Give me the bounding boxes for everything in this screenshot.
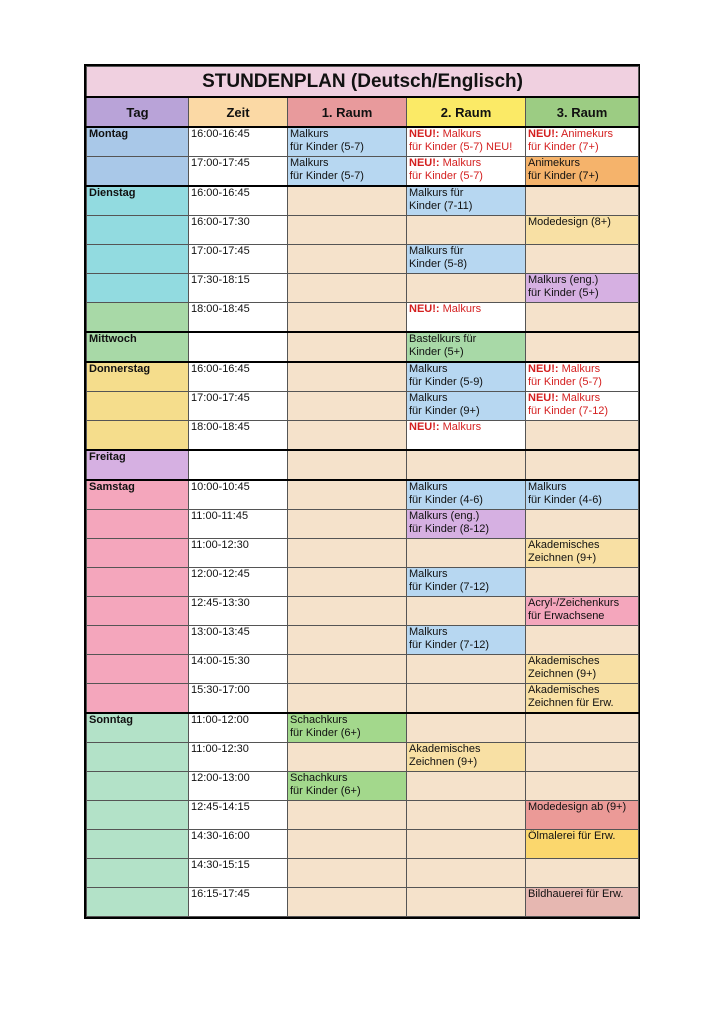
room-3-cell (526, 480, 639, 510)
room-1-cell (288, 186, 407, 216)
course-text (528, 287, 636, 300)
course-label: Modedesign ab (9+) (528, 801, 627, 813)
new-badge: NEU!: (528, 363, 559, 375)
course-label: für Kinder (5-7) (290, 170, 364, 182)
course-label: Malkurs (442, 157, 482, 169)
table-row (87, 626, 639, 655)
room-1-cell (288, 157, 407, 187)
course-text (409, 376, 523, 389)
time-cell: 16:15-17:45 (189, 888, 288, 917)
course-label: Malkurs (409, 481, 448, 493)
room-2-cell (407, 888, 526, 917)
room-1-cell (288, 859, 407, 888)
table-row (87, 274, 639, 303)
time-cell: 11:00-12:30 (189, 539, 288, 568)
course-text (290, 157, 404, 170)
room-3-cell (526, 127, 639, 157)
room-1-cell (288, 655, 407, 684)
room-1-cell (288, 510, 407, 539)
table-row (87, 684, 639, 714)
day-cell (87, 743, 189, 772)
day-cell (87, 510, 189, 539)
course-text (290, 714, 404, 727)
room-3-cell (526, 245, 639, 274)
time-cell (189, 332, 288, 362)
course-label: für Kinder (7+) (528, 170, 599, 182)
column-header-tag: Tag (87, 97, 189, 127)
day-label: Montag (87, 127, 189, 157)
course-text (409, 743, 523, 756)
room-3-cell (526, 772, 639, 801)
timetable (86, 66, 639, 917)
course-label: Malkurs (442, 128, 482, 140)
time-cell: 12:45-14:15 (189, 801, 288, 830)
day-cell (87, 303, 189, 333)
day-label: Dienstag (87, 186, 189, 216)
course-label: Malkurs (409, 392, 448, 404)
day-cell (87, 655, 189, 684)
day-cell (87, 421, 189, 451)
table-row (87, 421, 639, 451)
table-row (87, 332, 639, 362)
course-label: für Kinder (5-7) (409, 170, 483, 182)
table-row (87, 830, 639, 859)
course-label: Animekurs (528, 157, 580, 169)
room-3-cell (526, 888, 639, 917)
room-1-cell (288, 888, 407, 917)
room-2-cell (407, 743, 526, 772)
room-1-cell (288, 245, 407, 274)
course-text (409, 392, 523, 405)
course-text (528, 376, 636, 389)
course-label: für Kinder (7+) (528, 141, 599, 153)
day-label: Mittwoch (87, 332, 189, 362)
course-text (409, 481, 523, 494)
course-text (528, 157, 636, 170)
course-text (528, 801, 636, 814)
course-text (409, 258, 523, 271)
table-row (87, 655, 639, 684)
course-label: Zeichnen (9+) (528, 668, 597, 680)
course-text (409, 626, 523, 639)
course-label: für Kinder (6+) (290, 785, 361, 797)
room-3-cell (526, 392, 639, 421)
course-label: für Kinder (5-7) (528, 376, 602, 388)
course-text (409, 170, 523, 183)
course-text (528, 610, 636, 623)
room-3-cell (526, 157, 639, 187)
room-3-cell (526, 332, 639, 362)
course-text (409, 128, 523, 141)
course-text (409, 157, 523, 170)
day-cell (87, 859, 189, 888)
course-label: Modedesign (8+) (528, 216, 611, 228)
course-text (409, 639, 523, 652)
room-1-cell (288, 713, 407, 743)
room-3-cell (526, 655, 639, 684)
room-1-cell (288, 830, 407, 859)
course-text (409, 363, 523, 376)
new-badge: NEU!: (409, 421, 440, 433)
room-2-cell (407, 684, 526, 714)
course-text (528, 392, 636, 405)
time-cell: 18:00-18:45 (189, 303, 288, 333)
course-label: Malkurs (442, 303, 482, 315)
course-text (528, 128, 636, 141)
course-label: Zeichnen (9+) (528, 552, 597, 564)
course-text (528, 170, 636, 183)
room-3-cell (526, 568, 639, 597)
day-cell (87, 392, 189, 421)
course-text (409, 200, 523, 213)
course-label: Animekurs (561, 128, 613, 140)
course-label: Malkurs (561, 392, 601, 404)
room-3-cell (526, 510, 639, 539)
room-2-cell (407, 245, 526, 274)
course-label: für Kinder (4-6) (528, 494, 602, 506)
course-label: für Kinder (5-9) (409, 376, 483, 388)
room-1-cell (288, 772, 407, 801)
course-text (409, 141, 523, 154)
course-label: für Kinder (7-12) (528, 405, 609, 417)
room-3-cell (526, 597, 639, 626)
course-label: für Kinder (5-7) (290, 141, 364, 153)
course-text (528, 655, 636, 668)
time-cell: 17:00-17:45 (189, 392, 288, 421)
room-1-cell (288, 421, 407, 451)
table-row (87, 539, 639, 568)
course-text (409, 568, 523, 581)
time-cell: 11:00-12:30 (189, 743, 288, 772)
day-cell (87, 245, 189, 274)
table-row (87, 801, 639, 830)
room-2-cell (407, 480, 526, 510)
new-badge: NEU!: (409, 303, 440, 315)
course-label: Bastelkurs für (409, 333, 477, 345)
course-text (528, 216, 636, 229)
room-2-cell (407, 274, 526, 303)
course-text (409, 187, 523, 200)
room-2-cell (407, 655, 526, 684)
room-2-cell (407, 568, 526, 597)
room-2-cell (407, 303, 526, 333)
course-label: Malkurs für (409, 187, 464, 199)
course-text (528, 363, 636, 376)
day-cell (87, 626, 189, 655)
table-row (87, 597, 639, 626)
time-cell: 17:00-17:45 (189, 245, 288, 274)
new-badge: NEU!: (528, 128, 559, 140)
column-header-raum-1: 1. Raum (288, 97, 407, 127)
day-label: Samstag (87, 480, 189, 510)
course-text (528, 684, 636, 697)
room-1-cell (288, 539, 407, 568)
course-text (409, 421, 523, 434)
room-1-cell (288, 568, 407, 597)
course-label: für Kinder (4-6) (409, 494, 483, 506)
time-cell: 12:00-12:45 (189, 568, 288, 597)
time-cell: 14:30-15:15 (189, 859, 288, 888)
course-text (290, 785, 404, 798)
day-label: Sonntag (87, 713, 189, 743)
room-2-cell (407, 216, 526, 245)
course-label: Malkurs (442, 421, 482, 433)
room-1-cell (288, 362, 407, 392)
room-2-cell (407, 597, 526, 626)
room-3-cell (526, 684, 639, 714)
course-text (528, 141, 636, 154)
room-1-cell (288, 392, 407, 421)
day-cell (87, 157, 189, 187)
course-text (290, 727, 404, 740)
course-text (528, 697, 636, 710)
course-label: Malkurs (290, 128, 329, 140)
course-label: Malkurs (409, 363, 448, 375)
room-3-cell (526, 303, 639, 333)
course-text (290, 128, 404, 141)
time-cell: 12:00-13:00 (189, 772, 288, 801)
course-label: für Kinder (5+) (528, 287, 599, 299)
room-3-cell (526, 830, 639, 859)
course-label: Malkurs (409, 568, 448, 580)
course-label: für Kinder (8-12) (409, 523, 490, 535)
table-row (87, 713, 639, 743)
room-2-cell (407, 127, 526, 157)
course-text (528, 494, 636, 507)
course-label: Acryl-/Zeichenkurs (528, 597, 620, 609)
course-text (528, 552, 636, 565)
time-cell: 11:00-11:45 (189, 510, 288, 539)
room-2-cell (407, 362, 526, 392)
course-label: Schachkurs (290, 772, 348, 784)
course-label: Malkurs (409, 626, 448, 638)
room-2-cell (407, 450, 526, 480)
course-text (528, 481, 636, 494)
course-text (409, 346, 523, 359)
day-cell (87, 216, 189, 245)
time-cell: 13:00-13:45 (189, 626, 288, 655)
course-text (528, 888, 636, 901)
room-2-cell (407, 539, 526, 568)
course-label: für Kinder (7-12) (409, 581, 490, 593)
room-3-cell (526, 801, 639, 830)
table-row (87, 303, 639, 333)
table-row (87, 157, 639, 187)
table-row (87, 568, 639, 597)
course-text (528, 274, 636, 287)
course-label: Malkurs (528, 481, 567, 493)
course-text (290, 772, 404, 785)
day-cell (87, 597, 189, 626)
room-3-cell (526, 186, 639, 216)
course-label: Malkurs (eng.) (528, 274, 599, 286)
course-label: für Kinder (7-12) (409, 639, 490, 651)
course-label: Akademisches (409, 743, 481, 755)
day-label: Donnerstag (87, 362, 189, 392)
room-3-cell (526, 743, 639, 772)
room-3-cell (526, 274, 639, 303)
course-label: für Kinder (6+) (290, 727, 361, 739)
page-title: STUNDENPLAN (Deutsch/Englisch) (87, 67, 639, 98)
time-cell: 17:30-18:15 (189, 274, 288, 303)
course-text (409, 581, 523, 594)
room-3-cell (526, 216, 639, 245)
room-2-cell (407, 859, 526, 888)
header-row (87, 97, 639, 127)
room-1-cell (288, 216, 407, 245)
room-2-cell (407, 626, 526, 655)
course-text (409, 510, 523, 523)
course-text (290, 170, 404, 183)
column-header-raum-3: 3. Raum (526, 97, 639, 127)
room-3-cell (526, 713, 639, 743)
room-1-cell (288, 480, 407, 510)
timetable-sheet (84, 64, 640, 919)
room-2-cell (407, 421, 526, 451)
table-row (87, 510, 639, 539)
room-1-cell (288, 332, 407, 362)
day-cell (87, 274, 189, 303)
course-text (409, 405, 523, 418)
room-3-cell (526, 362, 639, 392)
new-badge: NEU!: (409, 157, 440, 169)
course-label: für Kinder (5-7) NEU! (409, 141, 513, 153)
time-cell: 17:00-17:45 (189, 157, 288, 187)
table-row (87, 859, 639, 888)
time-cell: 16:00-16:45 (189, 186, 288, 216)
room-1-cell (288, 450, 407, 480)
course-text (528, 830, 636, 843)
time-cell: 12:45-13:30 (189, 597, 288, 626)
course-text (528, 539, 636, 552)
time-cell: 14:30-16:00 (189, 830, 288, 859)
new-badge: NEU!: (409, 128, 440, 140)
day-label: Freitag (87, 450, 189, 480)
timetable-body (87, 127, 639, 917)
course-label: Ölmalerei für Erw. (528, 830, 616, 842)
course-text (409, 333, 523, 346)
table-row (87, 216, 639, 245)
course-label: für Kinder (9+) (409, 405, 480, 417)
course-label: für Erwachsene (528, 610, 605, 622)
room-2-cell (407, 801, 526, 830)
time-cell: 18:00-18:45 (189, 421, 288, 451)
day-cell (87, 772, 189, 801)
room-2-cell (407, 772, 526, 801)
course-label: Schachkurs (290, 714, 348, 726)
day-cell (87, 888, 189, 917)
course-label: Zeichnen (9+) (409, 756, 478, 768)
room-1-cell (288, 303, 407, 333)
time-cell: 10:00-10:45 (189, 480, 288, 510)
course-text (528, 405, 636, 418)
course-label: Malkurs für (409, 245, 464, 257)
room-2-cell (407, 392, 526, 421)
room-3-cell (526, 450, 639, 480)
table-row (87, 743, 639, 772)
course-text (409, 245, 523, 258)
course-label: Kinder (7-11) (409, 200, 473, 212)
table-row (87, 186, 639, 216)
room-3-cell (526, 539, 639, 568)
room-1-cell (288, 626, 407, 655)
course-label: Zeichnen für Erw. (528, 697, 614, 709)
course-label: Akademisches (528, 684, 600, 696)
time-cell: 11:00-12:00 (189, 713, 288, 743)
room-3-cell (526, 626, 639, 655)
course-label: Akademisches (528, 539, 600, 551)
day-cell (87, 684, 189, 714)
course-text (409, 303, 523, 316)
new-badge: NEU!: (528, 392, 559, 404)
room-2-cell (407, 186, 526, 216)
room-2-cell (407, 332, 526, 362)
room-2-cell (407, 713, 526, 743)
table-row (87, 127, 639, 157)
day-cell (87, 568, 189, 597)
table-row (87, 480, 639, 510)
day-cell (87, 539, 189, 568)
room-1-cell (288, 127, 407, 157)
course-label: Malkurs (eng.) (409, 510, 480, 522)
table-row (87, 362, 639, 392)
course-text (409, 523, 523, 536)
table-row (87, 245, 639, 274)
time-cell: 14:00-15:30 (189, 655, 288, 684)
course-label: Malkurs (561, 363, 601, 375)
room-1-cell (288, 684, 407, 714)
room-1-cell (288, 274, 407, 303)
column-header-zeit: Zeit (189, 97, 288, 127)
time-cell: 16:00-16:45 (189, 127, 288, 157)
room-2-cell (407, 830, 526, 859)
time-cell (189, 450, 288, 480)
room-1-cell (288, 801, 407, 830)
room-1-cell (288, 597, 407, 626)
day-cell (87, 830, 189, 859)
time-cell: 16:00-16:45 (189, 362, 288, 392)
time-cell: 15:30-17:00 (189, 684, 288, 714)
room-3-cell (526, 421, 639, 451)
table-row (87, 772, 639, 801)
course-label: Bildhauerei für Erw. (528, 888, 624, 900)
course-label: Akademisches (528, 655, 600, 667)
column-header-raum-2: 2. Raum (407, 97, 526, 127)
room-1-cell (288, 743, 407, 772)
course-text (290, 141, 404, 154)
table-row (87, 392, 639, 421)
course-text (528, 668, 636, 681)
table-row (87, 888, 639, 917)
course-text (528, 597, 636, 610)
time-cell: 16:00-17:30 (189, 216, 288, 245)
course-label: Kinder (5+) (409, 346, 464, 358)
course-text (409, 494, 523, 507)
room-2-cell (407, 510, 526, 539)
course-text (409, 756, 523, 769)
course-label: Kinder (5-8) (409, 258, 468, 270)
day-cell (87, 801, 189, 830)
table-row (87, 450, 639, 480)
room-3-cell (526, 859, 639, 888)
room-2-cell (407, 157, 526, 187)
course-label: Malkurs (290, 157, 329, 169)
